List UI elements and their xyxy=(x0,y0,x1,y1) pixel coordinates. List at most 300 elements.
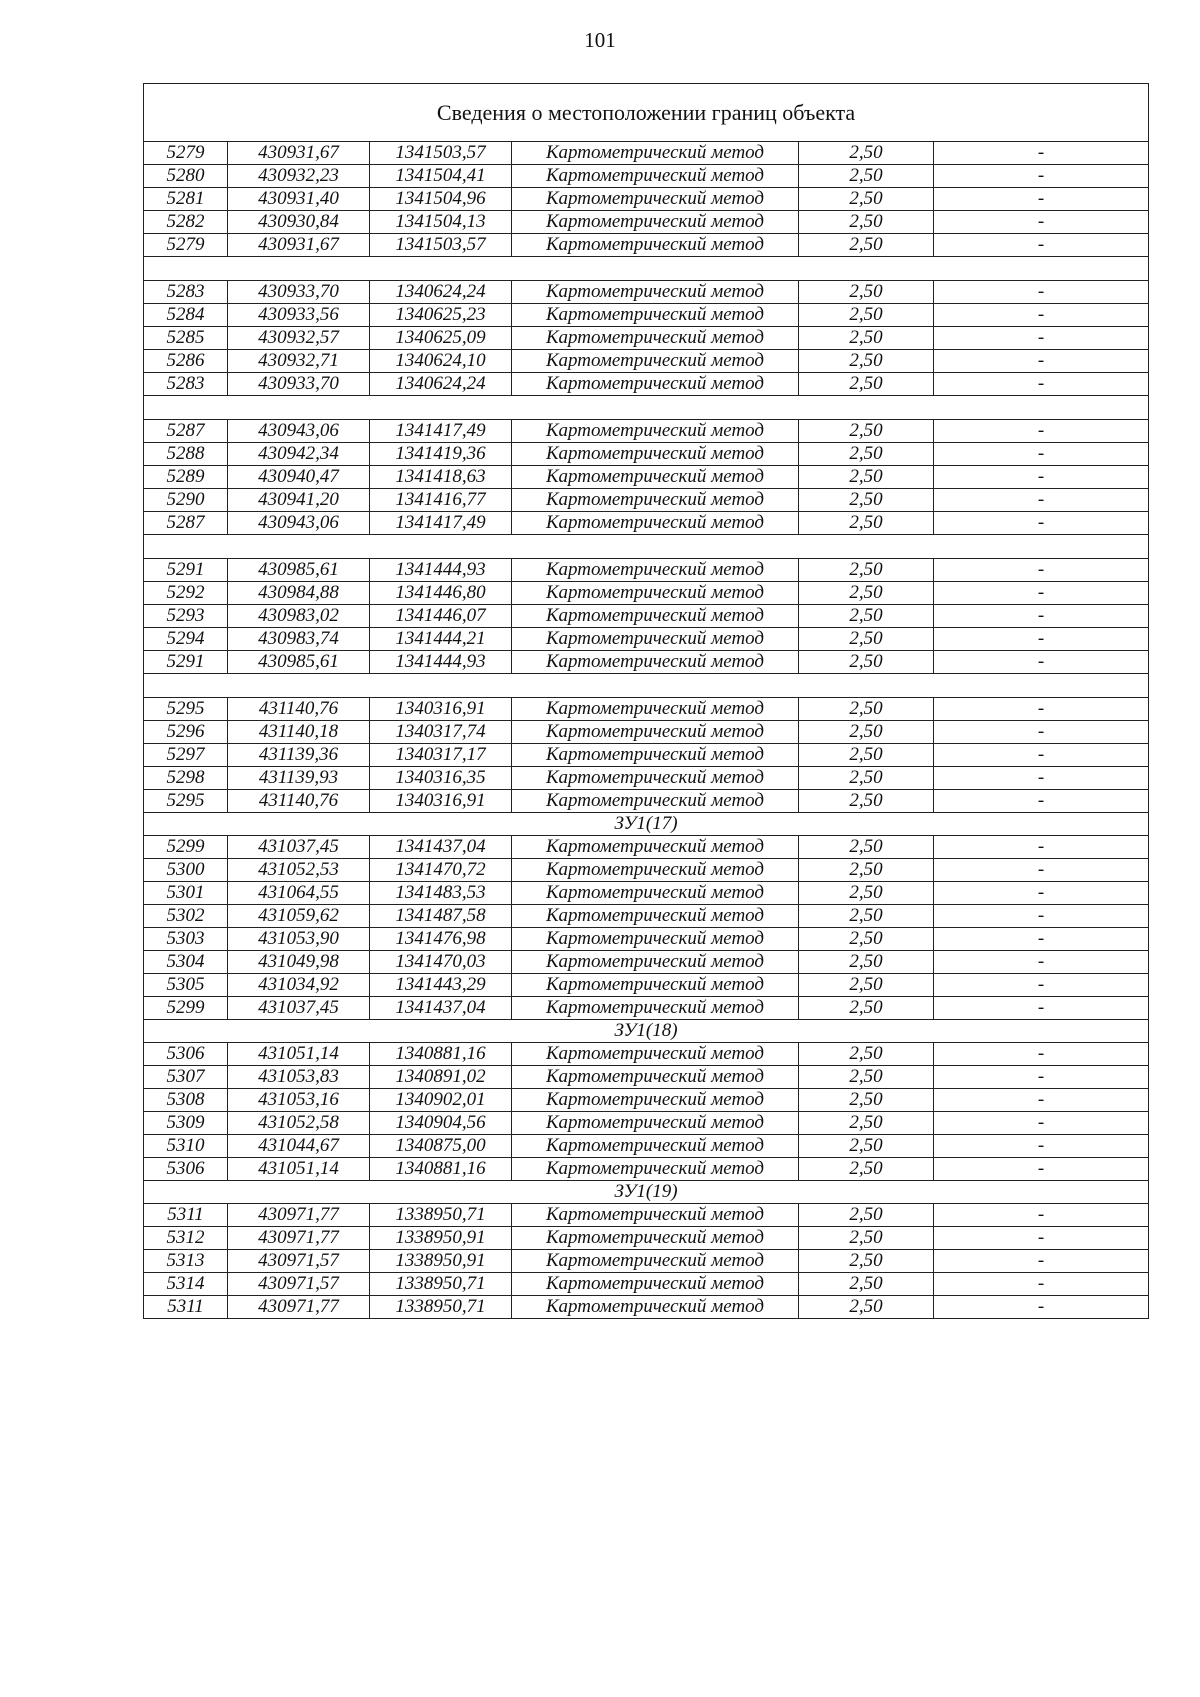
separator-row xyxy=(144,396,1149,420)
accuracy-cell: 2,50 xyxy=(799,1227,934,1250)
x-coordinate-cell: 431052,53 xyxy=(228,859,370,882)
accuracy-cell: 2,50 xyxy=(799,304,934,327)
description-cell: - xyxy=(934,951,1149,974)
point-number-cell: 5292 xyxy=(144,582,228,605)
method-cell: Картометрический метод xyxy=(512,882,799,905)
point-number-cell: 5279 xyxy=(144,234,228,257)
point-number-cell: 5289 xyxy=(144,466,228,489)
boundary-coordinates-table xyxy=(143,83,1149,1319)
description-cell: - xyxy=(934,1043,1149,1066)
table-row xyxy=(144,882,1149,905)
method-cell: Картометрический метод xyxy=(512,628,799,651)
point-number-cell: 5313 xyxy=(144,1250,228,1273)
x-coordinate-cell: 431140,18 xyxy=(228,721,370,744)
point-number-cell: 5311 xyxy=(144,1296,228,1319)
description-cell: - xyxy=(934,836,1149,859)
point-number-cell: 5287 xyxy=(144,512,228,535)
method-cell: Картометрический метод xyxy=(512,211,799,234)
separator-row xyxy=(144,674,1149,698)
y-coordinate-cell: 1340881,16 xyxy=(370,1158,512,1181)
accuracy-cell: 2,50 xyxy=(799,281,934,304)
description-cell: - xyxy=(934,905,1149,928)
method-cell: Картометрический метод xyxy=(512,1112,799,1135)
table-row xyxy=(144,281,1149,304)
point-number-cell: 5294 xyxy=(144,628,228,651)
accuracy-cell: 2,50 xyxy=(799,489,934,512)
table-row xyxy=(144,1135,1149,1158)
x-coordinate-cell: 431140,76 xyxy=(228,790,370,813)
x-coordinate-cell: 430932,23 xyxy=(228,165,370,188)
point-number-cell: 5291 xyxy=(144,559,228,582)
accuracy-cell: 2,50 xyxy=(799,142,934,165)
description-cell: - xyxy=(934,234,1149,257)
method-cell: Картометрический метод xyxy=(512,142,799,165)
method-cell: Картометрический метод xyxy=(512,1204,799,1227)
y-coordinate-cell: 1341504,41 xyxy=(370,165,512,188)
accuracy-cell: 2,50 xyxy=(799,951,934,974)
accuracy-cell: 2,50 xyxy=(799,790,934,813)
separator-cell xyxy=(144,396,1149,420)
accuracy-cell: 2,50 xyxy=(799,997,934,1020)
point-number-cell: 5299 xyxy=(144,997,228,1020)
description-cell: - xyxy=(934,1296,1149,1319)
x-coordinate-cell: 430985,61 xyxy=(228,651,370,674)
table-row xyxy=(144,1296,1149,1319)
accuracy-cell: 2,50 xyxy=(799,1158,934,1181)
description-cell: - xyxy=(934,744,1149,767)
method-cell: Картометрический метод xyxy=(512,281,799,304)
x-coordinate-cell: 430971,77 xyxy=(228,1227,370,1250)
y-coordinate-cell: 1341504,96 xyxy=(370,188,512,211)
y-coordinate-cell: 1340875,00 xyxy=(370,1135,512,1158)
table-row xyxy=(144,234,1149,257)
table-row xyxy=(144,1112,1149,1135)
y-coordinate-cell: 1340316,91 xyxy=(370,790,512,813)
description-cell: - xyxy=(934,790,1149,813)
method-cell: Картометрический метод xyxy=(512,1089,799,1112)
point-number-cell: 5284 xyxy=(144,304,228,327)
y-coordinate-cell: 1338950,71 xyxy=(370,1273,512,1296)
separator-cell xyxy=(144,674,1149,698)
y-coordinate-cell: 1341446,80 xyxy=(370,582,512,605)
y-coordinate-cell: 1341487,58 xyxy=(370,905,512,928)
accuracy-cell: 2,50 xyxy=(799,1089,934,1112)
table-row xyxy=(144,188,1149,211)
method-cell: Картометрический метод xyxy=(512,1273,799,1296)
x-coordinate-cell: 430971,77 xyxy=(228,1296,370,1319)
y-coordinate-cell: 1340624,10 xyxy=(370,350,512,373)
accuracy-cell: 2,50 xyxy=(799,327,934,350)
y-coordinate-cell: 1341437,04 xyxy=(370,997,512,1020)
point-number-cell: 5305 xyxy=(144,974,228,997)
accuracy-cell: 2,50 xyxy=(799,512,934,535)
y-coordinate-cell: 1341446,07 xyxy=(370,605,512,628)
accuracy-cell: 2,50 xyxy=(799,836,934,859)
description-cell: - xyxy=(934,1227,1149,1250)
point-number-cell: 5302 xyxy=(144,905,228,928)
table-row xyxy=(144,951,1149,974)
x-coordinate-cell: 430933,70 xyxy=(228,373,370,396)
method-cell: Картометрический метод xyxy=(512,951,799,974)
x-coordinate-cell: 431051,14 xyxy=(228,1158,370,1181)
table-row xyxy=(144,859,1149,882)
y-coordinate-cell: 1341417,49 xyxy=(370,512,512,535)
table-row xyxy=(144,628,1149,651)
table-row xyxy=(144,790,1149,813)
accuracy-cell: 2,50 xyxy=(799,698,934,721)
separator-cell xyxy=(144,257,1149,281)
table-row xyxy=(144,489,1149,512)
method-cell: Картометрический метод xyxy=(512,165,799,188)
table-row xyxy=(144,1043,1149,1066)
method-cell: Картометрический метод xyxy=(512,582,799,605)
method-cell: Картометрический метод xyxy=(512,859,799,882)
y-coordinate-cell: 1341470,72 xyxy=(370,859,512,882)
accuracy-cell: 2,50 xyxy=(799,974,934,997)
method-cell: Картометрический метод xyxy=(512,188,799,211)
method-cell: Картометрический метод xyxy=(512,836,799,859)
table-row xyxy=(144,304,1149,327)
boundary-table-wrapper xyxy=(143,83,1148,1319)
x-coordinate-cell: 430985,61 xyxy=(228,559,370,582)
table-row xyxy=(144,512,1149,535)
table-row xyxy=(144,744,1149,767)
point-number-cell: 5298 xyxy=(144,767,228,790)
x-coordinate-cell: 431034,92 xyxy=(228,974,370,997)
description-cell: - xyxy=(934,721,1149,744)
page-number: 101 xyxy=(584,28,616,52)
description-cell: - xyxy=(934,1158,1149,1181)
x-coordinate-cell: 431051,14 xyxy=(228,1043,370,1066)
y-coordinate-cell: 1341504,13 xyxy=(370,211,512,234)
y-coordinate-cell: 1338950,71 xyxy=(370,1204,512,1227)
y-coordinate-cell: 1341418,63 xyxy=(370,466,512,489)
x-coordinate-cell: 430931,67 xyxy=(228,234,370,257)
description-cell: - xyxy=(934,698,1149,721)
table-row xyxy=(144,721,1149,744)
accuracy-cell: 2,50 xyxy=(799,1296,934,1319)
y-coordinate-cell: 1340881,16 xyxy=(370,1043,512,1066)
method-cell: Картометрический метод xyxy=(512,512,799,535)
accuracy-cell: 2,50 xyxy=(799,211,934,234)
table-row xyxy=(144,373,1149,396)
description-cell: - xyxy=(934,1089,1149,1112)
zone-header-row xyxy=(144,813,1149,836)
description-cell: - xyxy=(934,859,1149,882)
accuracy-cell: 2,50 xyxy=(799,443,934,466)
table-row xyxy=(144,1250,1149,1273)
x-coordinate-cell: 431053,83 xyxy=(228,1066,370,1089)
x-coordinate-cell: 431052,58 xyxy=(228,1112,370,1135)
description-cell: - xyxy=(934,1273,1149,1296)
y-coordinate-cell: 1341419,36 xyxy=(370,443,512,466)
method-cell: Картометрический метод xyxy=(512,234,799,257)
table-row xyxy=(144,1066,1149,1089)
accuracy-cell: 2,50 xyxy=(799,1135,934,1158)
y-coordinate-cell: 1341437,04 xyxy=(370,836,512,859)
description-cell: - xyxy=(934,559,1149,582)
point-number-cell: 5286 xyxy=(144,350,228,373)
y-coordinate-cell: 1340625,23 xyxy=(370,304,512,327)
point-number-cell: 5309 xyxy=(144,1112,228,1135)
description-cell: - xyxy=(934,997,1149,1020)
method-cell: Картометрический метод xyxy=(512,443,799,466)
table-row xyxy=(144,1227,1149,1250)
x-coordinate-cell: 430931,40 xyxy=(228,188,370,211)
y-coordinate-cell: 1340317,74 xyxy=(370,721,512,744)
y-coordinate-cell: 1340624,24 xyxy=(370,373,512,396)
table-header-row xyxy=(144,84,1149,142)
x-coordinate-cell: 430983,74 xyxy=(228,628,370,651)
y-coordinate-cell: 1341417,49 xyxy=(370,420,512,443)
y-coordinate-cell: 1338950,91 xyxy=(370,1227,512,1250)
y-coordinate-cell: 1340904,56 xyxy=(370,1112,512,1135)
table-row xyxy=(144,211,1149,234)
description-cell: - xyxy=(934,1250,1149,1273)
x-coordinate-cell: 431044,67 xyxy=(228,1135,370,1158)
method-cell: Картометрический метод xyxy=(512,466,799,489)
point-number-cell: 5306 xyxy=(144,1158,228,1181)
method-cell: Картометрический метод xyxy=(512,373,799,396)
x-coordinate-cell: 431064,55 xyxy=(228,882,370,905)
y-coordinate-cell: 1341483,53 xyxy=(370,882,512,905)
x-coordinate-cell: 431139,36 xyxy=(228,744,370,767)
point-number-cell: 5281 xyxy=(144,188,228,211)
description-cell: - xyxy=(934,188,1149,211)
accuracy-cell: 2,50 xyxy=(799,1066,934,1089)
method-cell: Картометрический метод xyxy=(512,974,799,997)
method-cell: Картометрический метод xyxy=(512,1250,799,1273)
table-row xyxy=(144,1158,1149,1181)
x-coordinate-cell: 430932,71 xyxy=(228,350,370,373)
method-cell: Картометрический метод xyxy=(512,304,799,327)
accuracy-cell: 2,50 xyxy=(799,559,934,582)
x-coordinate-cell: 430984,88 xyxy=(228,582,370,605)
x-coordinate-cell: 430943,06 xyxy=(228,512,370,535)
method-cell: Картометрический метод xyxy=(512,651,799,674)
table-row xyxy=(144,559,1149,582)
table-row xyxy=(144,698,1149,721)
table-row xyxy=(144,1089,1149,1112)
x-coordinate-cell: 431053,90 xyxy=(228,928,370,951)
table-row xyxy=(144,767,1149,790)
description-cell: - xyxy=(934,974,1149,997)
accuracy-cell: 2,50 xyxy=(799,767,934,790)
accuracy-cell: 2,50 xyxy=(799,1043,934,1066)
method-cell: Картометрический метод xyxy=(512,721,799,744)
accuracy-cell: 2,50 xyxy=(799,905,934,928)
method-cell: Картометрический метод xyxy=(512,790,799,813)
point-number-cell: 5306 xyxy=(144,1043,228,1066)
method-cell: Картометрический метод xyxy=(512,327,799,350)
point-number-cell: 5291 xyxy=(144,651,228,674)
table-body xyxy=(144,84,1149,1319)
description-cell: - xyxy=(934,1066,1149,1089)
x-coordinate-cell: 431049,98 xyxy=(228,951,370,974)
separator-cell xyxy=(144,535,1149,559)
point-number-cell: 5290 xyxy=(144,489,228,512)
x-coordinate-cell: 430971,57 xyxy=(228,1250,370,1273)
x-coordinate-cell: 430930,84 xyxy=(228,211,370,234)
method-cell: Картометрический метод xyxy=(512,605,799,628)
zone-label: ЗУ1(18) xyxy=(144,1020,1149,1043)
y-coordinate-cell: 1340902,01 xyxy=(370,1089,512,1112)
point-number-cell: 5282 xyxy=(144,211,228,234)
y-coordinate-cell: 1341444,93 xyxy=(370,559,512,582)
accuracy-cell: 2,50 xyxy=(799,1204,934,1227)
point-number-cell: 5287 xyxy=(144,420,228,443)
description-cell: - xyxy=(934,443,1149,466)
method-cell: Картометрический метод xyxy=(512,420,799,443)
table-row xyxy=(144,466,1149,489)
accuracy-cell: 2,50 xyxy=(799,721,934,744)
point-number-cell: 5283 xyxy=(144,281,228,304)
description-cell: - xyxy=(934,466,1149,489)
accuracy-cell: 2,50 xyxy=(799,582,934,605)
method-cell: Картометрический метод xyxy=(512,997,799,1020)
description-cell: - xyxy=(934,605,1149,628)
point-number-cell: 5288 xyxy=(144,443,228,466)
y-coordinate-cell: 1340891,02 xyxy=(370,1066,512,1089)
method-cell: Картометрический метод xyxy=(512,350,799,373)
point-number-cell: 5314 xyxy=(144,1273,228,1296)
description-cell: - xyxy=(934,142,1149,165)
point-number-cell: 5293 xyxy=(144,605,228,628)
y-coordinate-cell: 1341444,21 xyxy=(370,628,512,651)
method-cell: Картометрический метод xyxy=(512,767,799,790)
accuracy-cell: 2,50 xyxy=(799,1250,934,1273)
description-cell: - xyxy=(934,882,1149,905)
separator-row xyxy=(144,535,1149,559)
accuracy-cell: 2,50 xyxy=(799,882,934,905)
y-coordinate-cell: 1341416,77 xyxy=(370,489,512,512)
accuracy-cell: 2,50 xyxy=(799,744,934,767)
x-coordinate-cell: 430941,20 xyxy=(228,489,370,512)
table-row xyxy=(144,651,1149,674)
accuracy-cell: 2,50 xyxy=(799,605,934,628)
point-number-cell: 5307 xyxy=(144,1066,228,1089)
separator-row xyxy=(144,257,1149,281)
x-coordinate-cell: 430971,77 xyxy=(228,1204,370,1227)
table-row xyxy=(144,165,1149,188)
x-coordinate-cell: 431140,76 xyxy=(228,698,370,721)
table-row xyxy=(144,997,1149,1020)
point-number-cell: 5304 xyxy=(144,951,228,974)
table-row xyxy=(144,142,1149,165)
method-cell: Картометрический метод xyxy=(512,489,799,512)
table-row xyxy=(144,836,1149,859)
table-row xyxy=(144,928,1149,951)
point-number-cell: 5312 xyxy=(144,1227,228,1250)
y-coordinate-cell: 1341443,29 xyxy=(370,974,512,997)
point-number-cell: 5295 xyxy=(144,790,228,813)
method-cell: Картометрический метод xyxy=(512,1066,799,1089)
point-number-cell: 5299 xyxy=(144,836,228,859)
method-cell: Картометрический метод xyxy=(512,559,799,582)
method-cell: Картометрический метод xyxy=(512,905,799,928)
description-cell: - xyxy=(934,281,1149,304)
table-row xyxy=(144,350,1149,373)
description-cell: - xyxy=(934,420,1149,443)
y-coordinate-cell: 1338950,71 xyxy=(370,1296,512,1319)
method-cell: Картометрический метод xyxy=(512,1296,799,1319)
accuracy-cell: 2,50 xyxy=(799,466,934,489)
method-cell: Картометрический метод xyxy=(512,1158,799,1181)
point-number-cell: 5297 xyxy=(144,744,228,767)
accuracy-cell: 2,50 xyxy=(799,165,934,188)
description-cell: - xyxy=(934,767,1149,790)
point-number-cell: 5300 xyxy=(144,859,228,882)
point-number-cell: 5310 xyxy=(144,1135,228,1158)
description-cell: - xyxy=(934,1112,1149,1135)
accuracy-cell: 2,50 xyxy=(799,1112,934,1135)
point-number-cell: 5301 xyxy=(144,882,228,905)
accuracy-cell: 2,50 xyxy=(799,859,934,882)
description-cell: - xyxy=(934,373,1149,396)
y-coordinate-cell: 1341444,93 xyxy=(370,651,512,674)
method-cell: Картометрический метод xyxy=(512,1135,799,1158)
table-title: Сведения о местоположении границ объекта xyxy=(144,84,1149,142)
zone-label: ЗУ1(17) xyxy=(144,813,1149,836)
accuracy-cell: 2,50 xyxy=(799,1273,934,1296)
description-cell: - xyxy=(934,211,1149,234)
description-cell: - xyxy=(934,489,1149,512)
point-number-cell: 5295 xyxy=(144,698,228,721)
x-coordinate-cell: 430940,47 xyxy=(228,466,370,489)
description-cell: - xyxy=(934,651,1149,674)
point-number-cell: 5283 xyxy=(144,373,228,396)
x-coordinate-cell: 431059,62 xyxy=(228,905,370,928)
x-coordinate-cell: 430943,06 xyxy=(228,420,370,443)
description-cell: - xyxy=(934,1135,1149,1158)
x-coordinate-cell: 430971,57 xyxy=(228,1273,370,1296)
accuracy-cell: 2,50 xyxy=(799,350,934,373)
description-cell: - xyxy=(934,512,1149,535)
x-coordinate-cell: 430942,34 xyxy=(228,443,370,466)
point-number-cell: 5285 xyxy=(144,327,228,350)
point-number-cell: 5311 xyxy=(144,1204,228,1227)
description-cell: - xyxy=(934,327,1149,350)
method-cell: Картометрический метод xyxy=(512,1043,799,1066)
accuracy-cell: 2,50 xyxy=(799,928,934,951)
description-cell: - xyxy=(934,628,1149,651)
method-cell: Картометрический метод xyxy=(512,1227,799,1250)
description-cell: - xyxy=(934,582,1149,605)
point-number-cell: 5303 xyxy=(144,928,228,951)
description-cell: - xyxy=(934,928,1149,951)
x-coordinate-cell: 430983,02 xyxy=(228,605,370,628)
accuracy-cell: 2,50 xyxy=(799,373,934,396)
table-row xyxy=(144,1204,1149,1227)
point-number-cell: 5296 xyxy=(144,721,228,744)
y-coordinate-cell: 1341503,57 xyxy=(370,142,512,165)
x-coordinate-cell: 431053,16 xyxy=(228,1089,370,1112)
zone-label: ЗУ1(19) xyxy=(144,1181,1149,1204)
description-cell: - xyxy=(934,304,1149,327)
accuracy-cell: 2,50 xyxy=(799,628,934,651)
x-coordinate-cell: 431139,93 xyxy=(228,767,370,790)
y-coordinate-cell: 1338950,91 xyxy=(370,1250,512,1273)
table-row xyxy=(144,605,1149,628)
description-cell: - xyxy=(934,350,1149,373)
x-coordinate-cell: 431037,45 xyxy=(228,836,370,859)
y-coordinate-cell: 1340625,09 xyxy=(370,327,512,350)
x-coordinate-cell: 430932,57 xyxy=(228,327,370,350)
x-coordinate-cell: 430931,67 xyxy=(228,142,370,165)
x-coordinate-cell: 430933,70 xyxy=(228,281,370,304)
method-cell: Картометрический метод xyxy=(512,698,799,721)
accuracy-cell: 2,50 xyxy=(799,420,934,443)
